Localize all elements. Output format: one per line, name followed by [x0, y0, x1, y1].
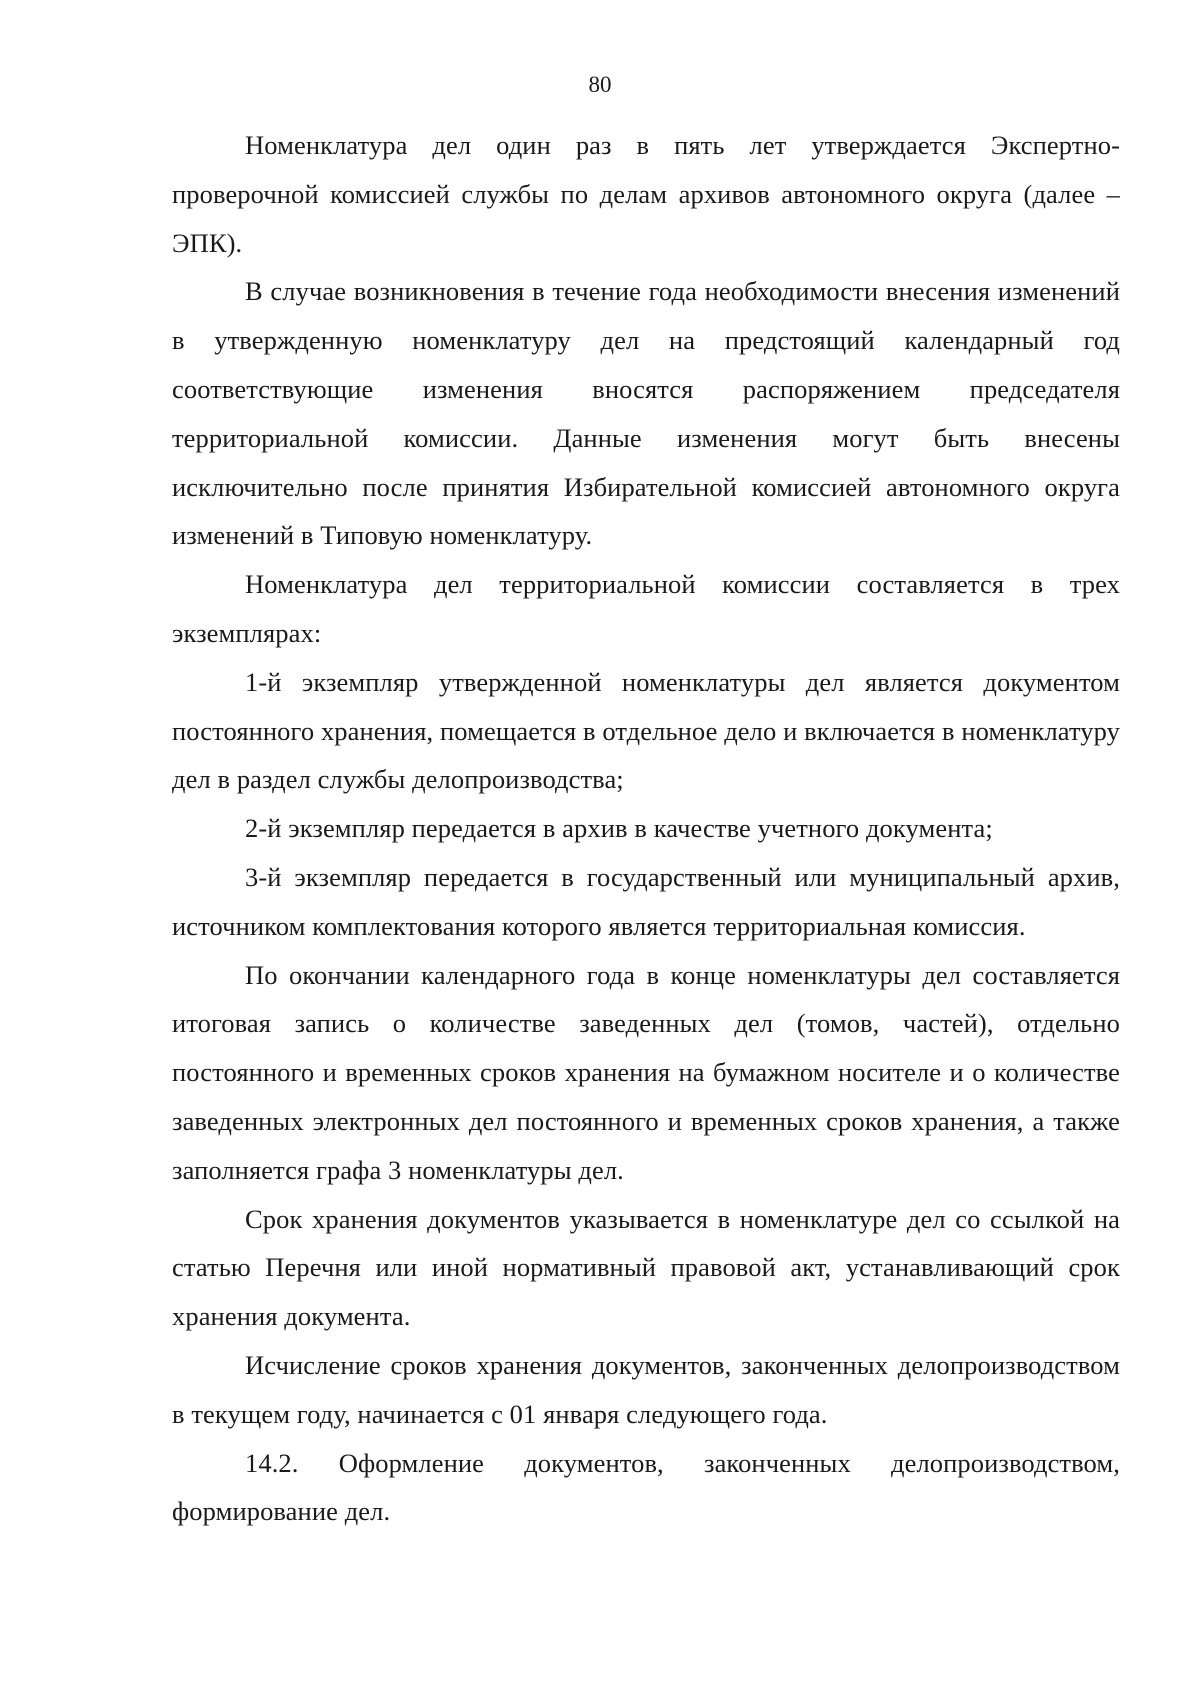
paragraph-third-copy: 3-й экземпляр передается в государственный или муниципальный архив, источником комплектования которого является территориальная комиссия.: [172, 861, 1120, 941]
section-heading-14-2: 14.2. Оформление документов, законченных делопроизводством, формирование дел.: [172, 1447, 1120, 1527]
paragraph-second-copy: 2-й экземпляр передается в архив в качестве учетного документа;: [245, 813, 993, 844]
document-body: [172, 121, 1120, 1536]
paragraph-year-end-record: По окончании календарного года в конце номенклатуры дел составляется итоговая запись о количестве заведенных дел (томов, частей), отдельно постоянного и временных сроков хранения на бумажном носителе и о количестве заведенных электронных дел постоянного и временных сроков хранения, а также заполняется графа 3 номенклатуры дел.: [172, 959, 1120, 1185]
paragraph-nomenclature-approval: Номенклатура дел один раз в пять лет утверждается Экспертно-проверочной комиссией службы по делам архивов автономного округа (далее – ЭПК).: [172, 130, 1120, 258]
paragraph-three-copies: Номенклатура дел территориальной комиссии составляется в трех экземплярах:: [172, 569, 1120, 648]
page-number: 80: [588, 72, 612, 97]
paragraph-nomenclature-changes: В случае возникновения в течение года необходимости внесения изменений в утвержденную номенклатуру дел на предстоящий календарный год соответствующие изменения вносятся распоряжением председателя территориальной комиссии. Данные изменения могут быть внесены исключительно после принятия Избирательной комиссией автономного округа изменений в Типовую номенклатуру.: [172, 276, 1120, 551]
paragraph-storage-period: Срок хранения документов указывается в номенклатуре дел со ссылкой на статью Перечня или иной нормативный правовой акт, устанавливающий срок хранения документа.: [172, 1203, 1120, 1332]
paragraph-first-copy: 1-й экземпляр утвержденной номенклатуры дел является документом постоянного хранения, помещается в отдельное дело и включается в номенклатуру дел в раздел службы делопроизводства;: [172, 666, 1120, 795]
paragraph-storage-calculation: Исчисление сроков хранения документов, законченных делопроизводством в текущем году, начинается с 01 января следующего года.: [172, 1349, 1120, 1429]
